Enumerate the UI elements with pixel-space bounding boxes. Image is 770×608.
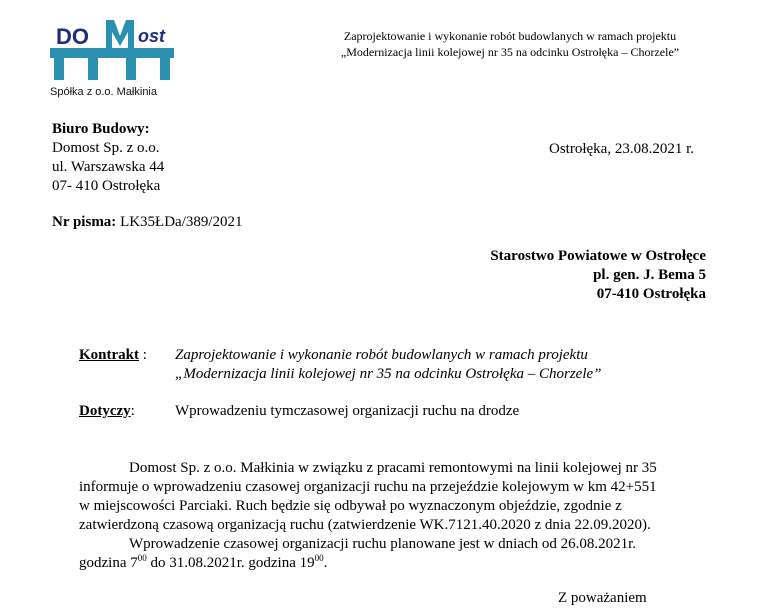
contract-label: Kontrakt xyxy=(79,347,139,363)
sender-line2: ul. Warszawska 44 xyxy=(52,159,165,175)
subject-sep: : xyxy=(130,403,135,419)
body-p2-line1: Wprowadzenie czasowej organizacji ruchu planowane jest w dniach od 26.08.2021r. xyxy=(129,536,637,552)
contract-label-row xyxy=(79,346,147,365)
logo-graphic xyxy=(48,14,180,86)
time-end-text: do 31.08.2021r. godzina 19 xyxy=(146,555,315,571)
project-header xyxy=(300,28,720,60)
body-end-dot: . xyxy=(323,555,328,571)
reference-value: LK35ŁDa/389/2021 xyxy=(116,214,243,230)
body-p1-line4: zatwierdzoną czasową organizacją ruchu (zatwierdzenie WK.7121.40.2020 z dnia 22.09.2020). xyxy=(79,517,651,533)
letter-body xyxy=(79,459,719,573)
sender-title: Biuro Budowy: xyxy=(52,121,150,137)
logo-caption: Spółka z o.o. Małkinia xyxy=(50,86,157,98)
sender-line1: Domost Sp. z o.o. xyxy=(52,140,160,156)
contract-sep: : xyxy=(139,347,147,363)
contract-line2: „Modernizacja linii kolejowej nr 35 na odcinku Ostrołęka – Chorzele” xyxy=(175,366,602,382)
project-header-line2: „Modernizacja linii kolejowej nr 35 na odcinku Ostrołęka – Chorzele” xyxy=(340,45,680,59)
subject-label: Dotyczy xyxy=(79,403,131,419)
time-start-text: godzina 7 xyxy=(79,555,138,571)
project-header-line1: Zaprojektowanie i wykonanie robót budowlanych w ramach projektu xyxy=(343,29,677,43)
sender-line3: 07- 410 Ostrołęka xyxy=(52,178,161,194)
addressee-line2: pl. gen. J. Bema 5 xyxy=(593,267,706,283)
addressee-line3: 07-410 Ostrołęka xyxy=(596,286,706,302)
letter-date: Ostrołęka, 23.08.2021 r. xyxy=(549,141,694,157)
logo-text-right: ost xyxy=(138,26,165,46)
body-p2-line2 xyxy=(79,554,719,573)
sender-block xyxy=(52,120,164,196)
logo-text-left: DO xyxy=(56,24,89,49)
time-start-sup: 00 xyxy=(137,553,147,563)
contract-line1: Zaprojektowanie i wykonanie robót budowlanych w ramach projektu xyxy=(175,347,588,363)
addressee-block xyxy=(490,247,706,304)
contract-value xyxy=(175,346,602,384)
closing: Z poważaniem xyxy=(558,590,647,606)
body-p1-line3: w miejscowości Parciaki. Ruch będzie się odbywał po wyznaczonym objeździe, zgodnie z xyxy=(79,498,622,514)
body-p1-line1: Domost Sp. z o.o. Małkinia w związku z pracami remontowymi na linii kolejowej nr 35 xyxy=(129,460,657,476)
subject-value: Wprowadzeniu tymczasowej organizacji ruchu na drodze xyxy=(175,403,520,419)
body-p1-line2: informuje o wprowadzeniu czasowej organizacji ruchu na przejeździe kolejowym w km 42+551 xyxy=(79,479,657,495)
time-end-sup: 00 xyxy=(314,553,324,563)
reference-number xyxy=(52,213,243,232)
reference-label: Nr pisma: xyxy=(52,214,117,230)
subject-label-row xyxy=(79,402,135,421)
addressee-line1: Starostwo Powiatowe w Ostrołęce xyxy=(490,248,706,264)
